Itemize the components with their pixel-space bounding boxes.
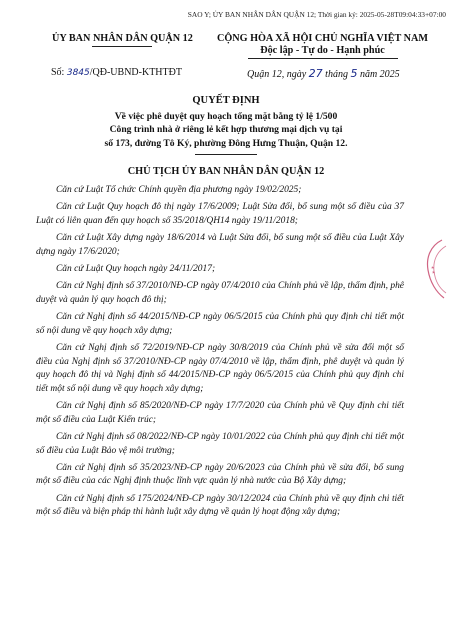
issuing-authority: CHỦ TỊCH ỦY BAN NHÂN DÂN QUẬN 12 [127,166,325,177]
document-subject [40,110,412,150]
date-month-prefix: tháng [322,69,351,80]
date-place-prefix: Quận 12, ngày [247,69,309,80]
date-day-handwritten: 27 [308,67,323,80]
document-number [51,67,182,78]
motto-underline [248,58,398,59]
legal-basis-paragraph: Căn cứ Luật Tổ chức Chính quyền địa phương ngày 19/02/2025; [56,185,302,195]
document-title: QUYẾT ĐỊNH [192,95,260,106]
seal-stamp-icon [422,238,448,300]
subject-line: Công trình nhà ở riêng lẻ kết hợp thương mại dịch vụ tại [109,124,343,136]
legal-basis-paragraph: Căn cứ Nghị định số 08/2022/NĐ-CP ngày 10/01/2022 của Chính phủ quy định chi tiết một số điều của Luật Bảo vệ môi trường; [36,432,404,456]
legal-basis-paragraph: Căn cứ Luật Quy hoạch ngày 24/11/2017; [56,264,216,275]
legal-basis-paragraph: Căn cứ Nghị định số 44/2015/NĐ-CP ngày 06/5/2015 của Chính phủ quy định chi tiết một số nội dung về quy hoạch xây dựng; [36,312,404,336]
svg-text:★ ★: ★ ★ [430,265,437,275]
subject-divider [195,154,257,155]
agency-name: ỦY BAN NHÂN DÂN QUẬN 12 [52,33,193,44]
agency-underline [92,46,152,47]
legal-basis-paragraph: Căn cứ Nghị định số 85/2020/NĐ-CP ngày 17/7/2020 của Chính phủ về Quy định chi tiết một số điều của Luật Kiến trúc; [36,401,404,425]
legal-basis-paragraph: Căn cứ Nghị định số 175/2024/NĐ-CP ngày 30/12/2024 của Chính phủ về quy định chi tiết một số điều và biện pháp thi hành luật xây dựng về quản lý hoạt động xây dựng; [36,493,404,518]
legal-basis-paragraph: Căn cứ Nghị định số 35/2023/NĐ-CP ngày 20/6/2023 của Chính phủ về sửa đổi, bổ sung một số điều của các Nghị định thuộc lĩnh vực quản lý nhà nước của Bộ Xây dựng; [36,462,404,487]
subject-line: Về việc phê duyệt quy hoạch tổng mặt bằng tỷ lệ 1/500 [114,111,338,122]
date-month-handwritten: 5 [350,67,358,80]
doc-number-handwritten: 3845 [66,68,90,78]
doc-number-suffix: /QĐ-UBND-KTHTĐT [89,67,182,78]
nation-name: CỘNG HÒA XÃ HỘI CHỦ NGHĨA VIỆT NAM [216,33,429,44]
legal-basis-paragraph: Căn cứ Luật Xây dựng ngày 18/6/2014 và Luật Sửa đổi, bổ sung một số điều của Luật Xây dựng ngày 17/6/2020; [36,233,404,257]
national-heading [215,33,430,59]
document-header [52,33,428,93]
doc-number-prefix: Số: [51,67,67,78]
issuing-agency [52,33,192,47]
legal-bases [36,184,404,524]
date-year: năm 2025 [357,69,400,80]
copy-signature-notice: SAO Y; ỦY BAN NHÂN DÂN QUẬN 12; Thời gian ký: 2025-05-28T09:04:33+07:00 [187,10,446,19]
legal-basis-paragraph: Căn cứ Nghị định số 37/2010/NĐ-CP ngày 07/4/2010 của Chính phủ về lập, thẩm định, phê duyệt và quản lý quy hoạch đô thị; [36,281,404,305]
legal-basis-paragraph: Căn cứ Nghị định số 72/2019/NĐ-CP ngày 30/8/2019 của Chính phủ về sửa đổi một số điều của Nghị định số 37/2010/NĐ-CP ngày 07/4/2010 về lập, thẩm định, phê duyệt và quản lý quy hoạch đô thị và Nghị định số 44/2015/NĐ-CP ngày 06/5/2015 của Chính phủ quy định chi tiết một số nội dung về quy hoạch xây dựng; [36,343,404,394]
issue-date [247,67,400,80]
national-motto: Độc lập - Tự do - Hạnh phúc [260,45,385,56]
legal-basis-paragraph: Căn cứ Luật Quy hoạch đô thị ngày 17/6/2009; Luật Sửa đổi, bổ sung một số điều của 37 Luật có liên quan đến quy hoạch số 35/2018/QH14 ngày 19/11/2018; [36,202,404,226]
subject-line: số 173, đường Tô Ký, phường Đông Hưng Thuận, Quận 12. [104,137,348,149]
